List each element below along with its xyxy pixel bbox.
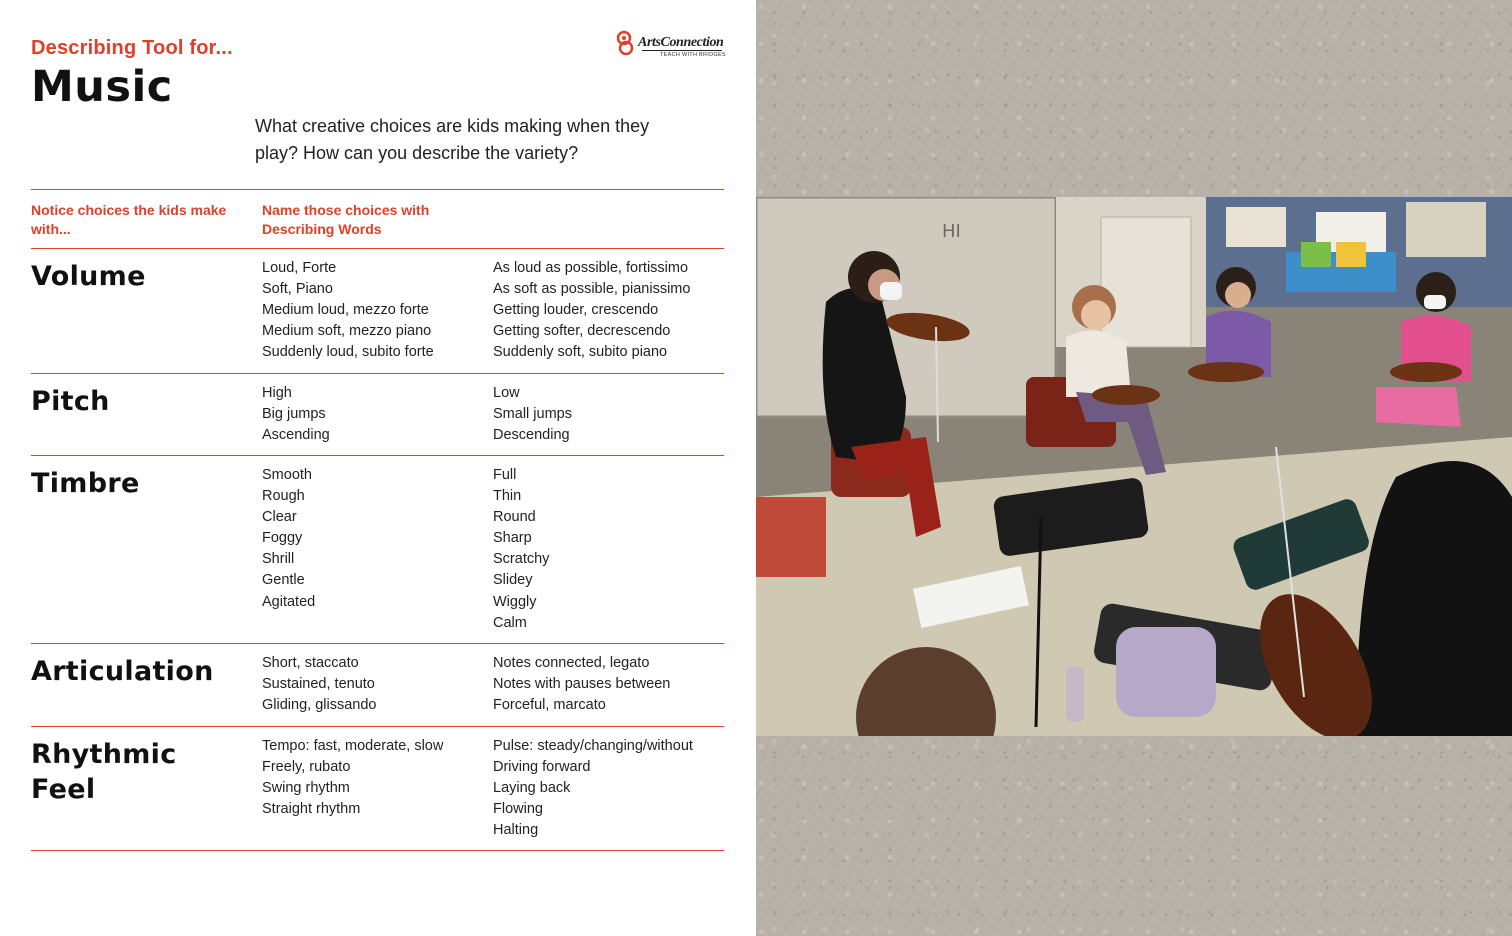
photo-poster (1406, 202, 1486, 257)
articulation-words-col2 (493, 653, 670, 716)
list-item: Getting louder, crescendo (493, 302, 659, 319)
list-item: Suddenly loud, subito forte (262, 344, 434, 361)
category-line: Rhythmic (31, 739, 177, 770)
list-item: Smooth (262, 467, 312, 483)
timbre-words-col1 (262, 465, 315, 613)
list-item: Slidey (493, 572, 533, 589)
list-item: Notes connected, legato (493, 655, 650, 671)
pitch-words-col2 (493, 383, 572, 446)
kicker-heading: Describing Tool for... (31, 37, 233, 59)
photo-water-bottle (1066, 667, 1084, 722)
list-item: Medium loud, mezzo forte (262, 302, 429, 319)
table-divider (31, 189, 724, 190)
list-item: Gliding, glissando (262, 697, 377, 714)
classroom-violin-photo (756, 197, 1512, 736)
list-item: Medium soft, mezzo piano (262, 323, 432, 340)
list-item: Agitated (262, 593, 316, 610)
volume-words-col1 (262, 258, 434, 363)
photo-violin (1188, 362, 1264, 382)
photo-cabinet (1101, 217, 1191, 347)
list-item: Small jumps (493, 406, 572, 423)
artsconnection-logo (614, 28, 726, 62)
intro-question: What creative choices are kids making when they play? How can you describe the variety? (255, 116, 650, 163)
list-item: Forceful, marcato (493, 697, 606, 714)
list-item: Freely, rubato (262, 759, 351, 776)
list-item: Short, staccato (262, 655, 359, 671)
list-item: Thin (493, 488, 522, 505)
list-item: As loud as possible, fortissimo (493, 260, 689, 276)
list-item: Shrill (262, 551, 295, 568)
photo-violin (1390, 362, 1462, 382)
list-item: Foggy (262, 530, 303, 547)
articulation-words-col1 (262, 653, 376, 716)
list-item: Loud, Forte (262, 260, 337, 276)
table-divider (31, 726, 724, 727)
category-timbre: Timbre (31, 468, 140, 499)
list-item: Pulse: steady/changing/without (493, 738, 693, 754)
list-item: Straight rhythm (262, 801, 361, 818)
list-item: Wiggly (493, 593, 537, 610)
list-item: Rough (262, 488, 305, 505)
list-item: Full (493, 467, 517, 483)
list-item: Low (493, 385, 520, 401)
list-item: High (262, 385, 292, 401)
pitch-words-col1 (262, 383, 330, 446)
table-divider (31, 455, 724, 456)
photo-red-bag (756, 497, 826, 577)
category-volume: Volume (31, 261, 146, 292)
whiteboard-text: HI (942, 221, 961, 242)
list-item: Calm (493, 614, 527, 631)
list-item: As soft as possible, pianissimo (493, 281, 691, 298)
photo-bins (1301, 242, 1331, 267)
timbre-words-col2 (493, 465, 549, 634)
list-item: Gentle (262, 572, 305, 589)
rhythm-words-col1 (262, 736, 443, 820)
table-divider (31, 643, 724, 644)
photo-child-pants (1376, 387, 1461, 427)
photo-violin (1092, 385, 1160, 405)
category-articulation: Articulation (31, 656, 214, 687)
logo-mark-icon (614, 30, 638, 58)
column-header-notice: Notice choices the kids make with... (31, 202, 227, 237)
list-item: Ascending (262, 427, 330, 444)
category-line: Feel (31, 774, 96, 805)
logo-wordmark: ArtsConnection (638, 35, 724, 50)
logo-tagline: TEACH WITH BRIDGES (660, 52, 726, 58)
photo-child-face (1225, 282, 1251, 308)
photo-mask (880, 282, 902, 300)
list-item: Soft, Piano (262, 281, 333, 298)
list-item: Laying back (493, 780, 571, 797)
page-title: Music (31, 62, 173, 112)
photo-poster (1226, 207, 1286, 247)
list-item: Swing rhythm (262, 780, 350, 797)
list-item: Tempo: fast, moderate, slow (262, 738, 444, 754)
list-item: Flowing (493, 801, 543, 818)
list-item: Scratchy (493, 551, 550, 568)
category-rhythmic-feel (31, 737, 177, 807)
list-item: Round (493, 509, 536, 526)
photo-backpack (1116, 627, 1216, 717)
table-divider (31, 373, 724, 374)
list-item: Clear (262, 509, 297, 526)
photo-bins (1336, 242, 1366, 267)
photo-whiteboard (756, 197, 1056, 417)
rhythm-words-col2 (493, 736, 693, 841)
category-pitch: Pitch (31, 386, 110, 417)
photo-child-face (1081, 300, 1111, 330)
column-header-name: Name those choices with Describing Words (262, 202, 430, 237)
list-item: Descending (493, 427, 570, 444)
table-divider (31, 248, 724, 249)
photo-mask (1424, 295, 1446, 309)
list-item: Notes with pauses between (493, 676, 671, 693)
table-divider (31, 850, 724, 851)
list-item: Sustained, tenuto (262, 676, 375, 693)
volume-words-col2 (493, 258, 690, 363)
list-item: Big jumps (262, 406, 326, 423)
list-item: Sharp (493, 530, 532, 547)
list-item: Halting (493, 822, 539, 839)
list-item: Suddenly soft, subito piano (493, 344, 668, 361)
list-item: Getting softer, decrescendo (493, 323, 671, 340)
list-item: Driving forward (493, 759, 591, 776)
